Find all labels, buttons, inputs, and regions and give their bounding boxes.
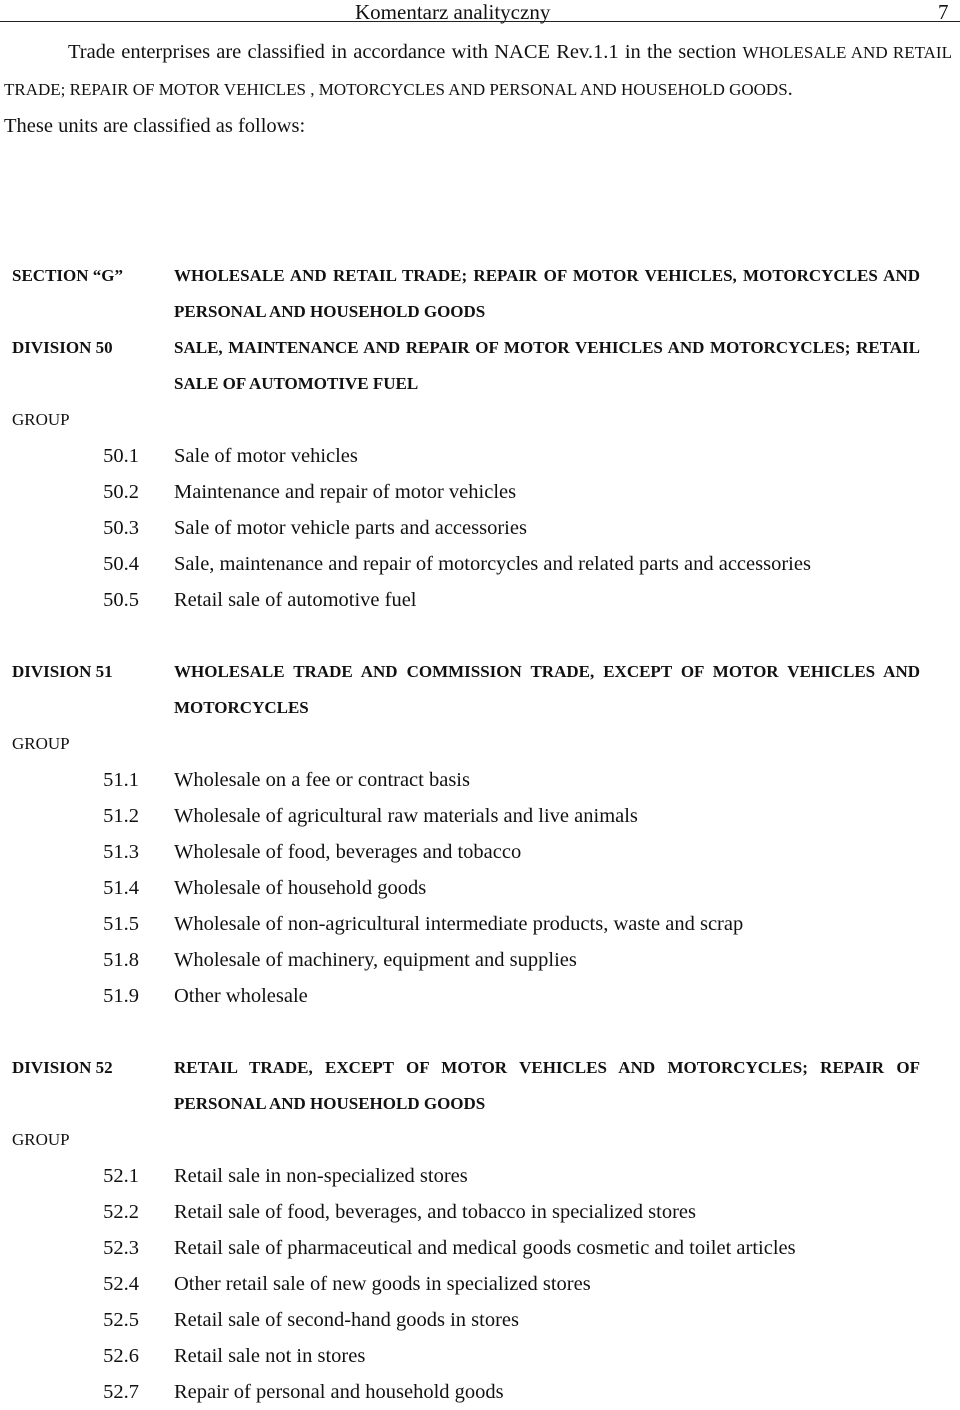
group-list	[0, 762, 960, 1014]
list-item	[0, 582, 960, 618]
division-heading: SALE, MAINTENANCE AND REPAIR OF MOTOR VEHICLES AND MOTORCYCLES; RETAIL SALE OF AUTOMOTIVE FUEL	[174, 338, 920, 393]
list-item	[0, 798, 960, 834]
list-item	[0, 870, 960, 906]
group-name: Wholesale of agricultural raw materials and live animals	[174, 805, 638, 827]
group-label: GROUP	[12, 410, 70, 429]
group-code: 51.9	[103, 985, 139, 1007]
list-item	[0, 942, 960, 978]
page-header	[0, 0, 960, 22]
group-label: GROUP	[12, 734, 70, 753]
group-code: 51.2	[103, 805, 139, 827]
intro-section-name: WHOLESALE AND RETAIL TRADE; REPAIR OF MOTOR VEHICLES , MOTORCYCLES AND PERSONAL AND HOUSEHOLD GOODS	[4, 43, 952, 99]
list-item	[0, 762, 960, 798]
group-name: Wholesale on a fee or contract basis	[174, 769, 470, 791]
division-heading: WHOLESALE TRADE AND COMMISSION TRADE, EXCEPT OF MOTOR VEHICLES AND MOTORCYCLES	[174, 662, 920, 717]
group-label: GROUP	[12, 1130, 70, 1149]
intro-text-a: Trade enterprises are classified in accordance with NACE Rev.1.1 in the section	[68, 41, 743, 63]
section-heading: WHOLESALE AND RETAIL TRADE; REPAIR OF MOTOR VEHICLES, MOTORCYCLES AND PERSONAL AND HOUSEHOLD GOODS	[174, 266, 920, 321]
header-title: Komentarz analityczny	[355, 0, 551, 24]
group-name: Wholesale of non-agricultural intermediate products, waste and scrap	[174, 913, 744, 935]
group-name: Retail sale of automotive fuel	[174, 589, 417, 611]
group-code: 52.5	[103, 1309, 139, 1331]
list-item	[0, 1158, 960, 1194]
division-label: DIVISION 51	[12, 662, 113, 681]
group-code: 51.3	[103, 841, 139, 863]
group-list	[0, 1158, 960, 1410]
group-code: 52.4	[103, 1273, 139, 1295]
group-code: 50.5	[103, 589, 139, 611]
section-label: SECTION “G”	[12, 266, 123, 285]
list-item	[0, 978, 960, 1014]
list-item	[0, 834, 960, 870]
header-rule	[0, 21, 960, 22]
list-item	[0, 1374, 960, 1410]
group-code: 51.1	[103, 769, 139, 791]
group-name: Other retail sale of new goods in specialized stores	[174, 1273, 591, 1295]
group-name: Sale, maintenance and repair of motorcycles and related parts and accessories	[174, 553, 811, 575]
group-name: Retail sale in non-specialized stores	[174, 1165, 468, 1187]
list-item	[0, 1230, 960, 1266]
group-name: Wholesale of household goods	[174, 877, 427, 899]
list-item	[0, 510, 960, 546]
division-heading: RETAIL TRADE, EXCEPT OF MOTOR VEHICLES AND MOTORCYCLES; REPAIR OF PERSONAL AND HOUSEHOLD GOODS	[174, 1058, 920, 1113]
group-code: 51.4	[103, 877, 139, 899]
group-name: Wholesale of machinery, equipment and supplies	[174, 949, 577, 971]
group-code: 52.7	[103, 1381, 139, 1403]
group-name: Other wholesale	[174, 985, 308, 1007]
list-item	[0, 438, 960, 474]
group-name: Repair of personal and household goods	[174, 1381, 504, 1403]
group-code: 51.8	[103, 949, 139, 971]
list-item	[0, 1338, 960, 1374]
group-list	[0, 438, 960, 618]
group-name: Maintenance and repair of motor vehicles	[174, 481, 517, 503]
intro-text-b: .	[787, 78, 793, 100]
list-item	[0, 474, 960, 510]
group-name: Sale of motor vehicle parts and accessories	[174, 517, 527, 539]
group-name: Wholesale of food, beverages and tobacco	[174, 841, 522, 863]
group-name: Retail sale not in stores	[174, 1345, 366, 1367]
group-code: 51.5	[103, 913, 139, 935]
group-code: 52.6	[103, 1345, 139, 1367]
intro-classification-note: These units are classified as follows:	[4, 115, 306, 137]
group-code: 52.2	[103, 1201, 139, 1223]
group-name: Sale of motor vehicles	[174, 445, 358, 467]
group-name: Retail sale of pharmaceutical and medical goods cosmetic and toilet articles	[174, 1237, 796, 1259]
division-label: DIVISION 50	[12, 338, 113, 357]
division-label: DIVISION 52	[12, 1058, 113, 1077]
group-name: Retail sale of food, beverages, and tobacco in specialized stores	[174, 1201, 696, 1223]
list-item	[0, 546, 960, 582]
group-code: 50.1	[103, 445, 139, 467]
group-code: 52.3	[103, 1237, 139, 1259]
group-code: 50.2	[103, 481, 139, 503]
intro-paragraph	[4, 34, 952, 108]
list-item	[0, 906, 960, 942]
group-code: 50.3	[103, 517, 139, 539]
group-code: 50.4	[103, 553, 139, 575]
list-item	[0, 1194, 960, 1230]
list-item	[0, 1266, 960, 1302]
group-code: 52.1	[103, 1165, 139, 1187]
intro-text	[4, 34, 952, 144]
page-number: 7	[938, 0, 949, 24]
list-item	[0, 1302, 960, 1338]
group-name: Retail sale of second-hand goods in stores	[174, 1309, 520, 1331]
